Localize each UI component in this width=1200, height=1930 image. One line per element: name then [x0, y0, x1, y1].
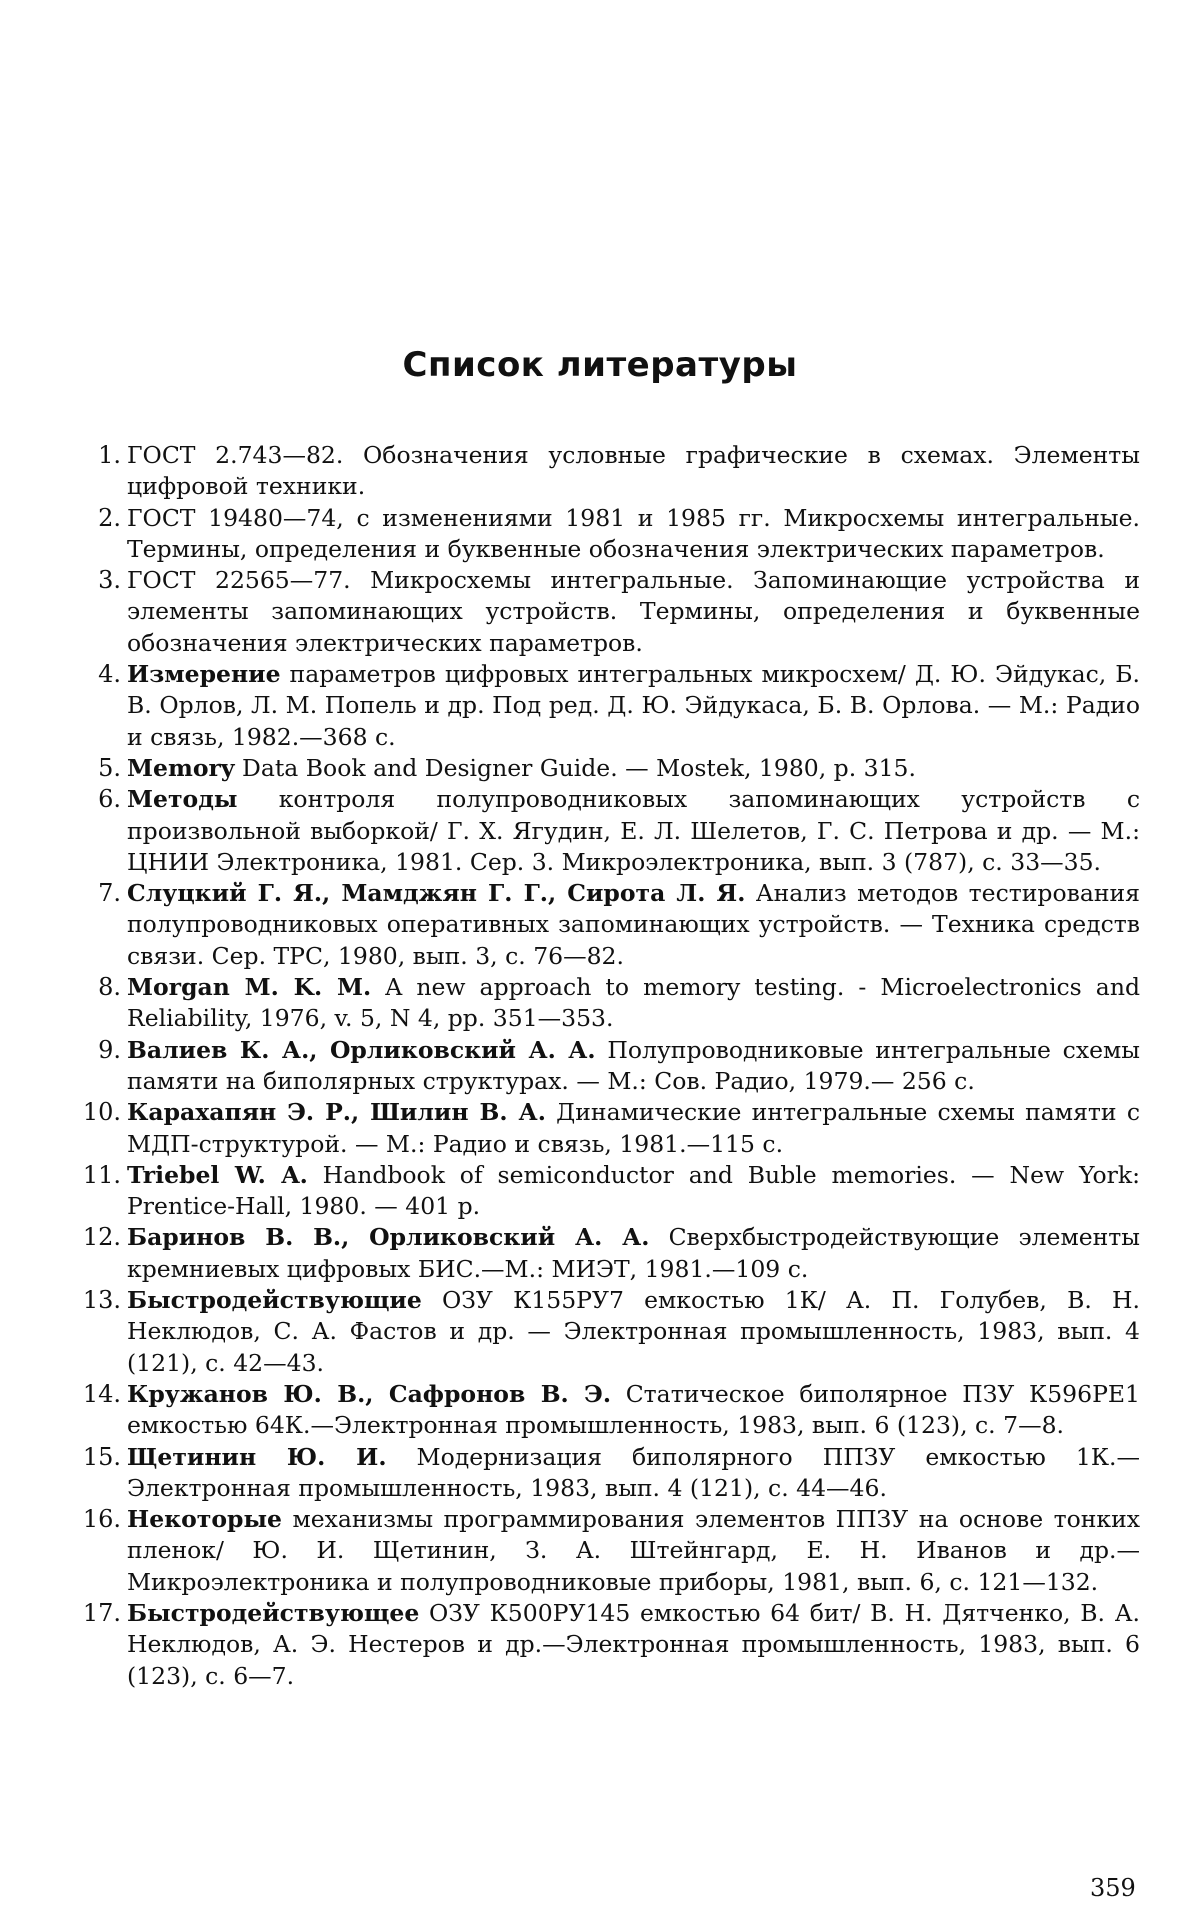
reference-author: Быстродействующие	[127, 1286, 422, 1315]
reference-author: Triebel W. A.	[127, 1160, 308, 1189]
reference-text: ГОСТ 19480—74, с изменениями 1981 и 1985 гг. Микросхемы интегральные. Термины, определения и буквенные обозначения электрических параметров.	[127, 503, 1140, 563]
reference-text: Анализ методов тестирования полупроводниковых оперативных запоминающих устройств. — Техника средств связи. Сер. ТРС, 1980, вып. 3, с. 76—82.	[127, 879, 1140, 970]
reference-item	[80, 1160, 1140, 1223]
reference-author: Быстродействующее	[127, 1598, 420, 1627]
reference-author: Memory	[127, 753, 235, 782]
reference-item	[80, 972, 1140, 1035]
reference-item	[80, 1222, 1140, 1285]
reference-author: Щетинин Ю. И.	[127, 1442, 387, 1471]
reference-item	[80, 1379, 1140, 1442]
reference-number: 7.	[98, 879, 121, 908]
reference-author: Методы	[127, 785, 238, 814]
reference-item	[80, 878, 1140, 972]
reference-number: 14.	[82, 1379, 121, 1408]
reference-number: 1.	[98, 441, 121, 469]
reference-number: 13.	[82, 1286, 121, 1315]
reference-item	[80, 784, 1140, 878]
reference-author: Некоторые	[127, 1505, 282, 1534]
reference-number: 12.	[82, 1223, 121, 1252]
reference-number: 9.	[98, 1035, 121, 1064]
reference-text: механизмы программирования элементов ППЗУ на основе тонких пленок/ Ю. И. Щетинин, З. А. Штейнгард, Е. Н. Иванов и др.— Микроэлектроника и полупроводниковые приборы, 1981, вып. 6, с. 121—132.	[127, 1505, 1140, 1596]
reference-text: ГОСТ 2.743—82. Обозначения условные графические в схемах. Элементы цифровой техники.	[127, 441, 1140, 501]
reference-item	[80, 753, 1140, 784]
reference-number: 6.	[98, 785, 121, 814]
reference-number: 15.	[82, 1442, 121, 1471]
reference-text: A new approach to memory testing. - Microelectronics and Reliability, 1976, v. 5, N 4, pp. 351—353.	[127, 973, 1140, 1033]
reference-author: Валиев К. А., Орликовский А. А.	[127, 1035, 596, 1064]
reference-text: Сверхбыстродействующие элементы кремниевых цифровых БИС.—М.: МИЭТ, 1981.—109 с.	[127, 1223, 1140, 1283]
reference-text: Динамические интегральные схемы памяти с МДП-структурой. — М.: Радио и связь, 1981.—115 с.	[127, 1098, 1140, 1158]
reference-number: 11.	[82, 1160, 121, 1189]
reference-item	[80, 1285, 1140, 1379]
reference-text: ОЗУ К500РУ145 емкостью 64 бит/ В. Н. Дятченко, В. А. Неклюдов, А. Э. Нестеров и др.—Электронная промышленность, 1983, вып. 6 (123), с. 6—7.	[127, 1598, 1140, 1690]
reference-item	[80, 1504, 1140, 1598]
reference-text: параметров цифровых интегральных микросхем/ Д. Ю. Эйдукас, Б. В. Орлов, Л. М. Попель и др. Под ред. Д. Ю. Эйдукаса, Б. В. Орлова. — М.: Радио и связь, 1982.—368 с.	[127, 660, 1140, 751]
reference-text: Handbook of semiconductor and Buble memories. — New York: Prentice-Hall, 1980. — 401 p.	[127, 1160, 1140, 1221]
reference-number: 5.	[98, 753, 121, 782]
reference-text: ГОСТ 22565—77. Микросхемы интегральные. Запоминающие устройства и элементы запоминающих устройств. Термины, определения и буквенные обозначения электрических параметров.	[127, 566, 1140, 657]
reference-author: Кружанов Ю. В., Сафронов В. Э.	[127, 1379, 612, 1408]
reference-number: 2.	[98, 503, 121, 532]
reference-author: Слуцкий Г. Я., Мамджян Г. Г., Сирота Л. Я.	[127, 879, 746, 908]
reference-item	[80, 503, 1140, 566]
reference-number: 4.	[98, 660, 121, 689]
reference-item	[80, 565, 1140, 659]
reference-author: Карахапян Э. Р., Шилин В. А.	[127, 1098, 546, 1127]
reference-text: Статическое биполярное ПЗУ К596РЕ1 емкостью 64К.—Электронная промышленность, 1983, вып. 6 (123), с. 7—8.	[127, 1379, 1140, 1440]
page-title: Список литературы	[402, 345, 798, 385]
page-number: 359	[1090, 1874, 1136, 1902]
reference-item	[80, 440, 1140, 503]
reference-item	[80, 1035, 1140, 1098]
reference-number: 8.	[98, 973, 121, 1002]
reference-number: 16.	[82, 1505, 121, 1534]
reference-item	[80, 1598, 1140, 1692]
reference-author: Morgan M. K. M.	[127, 973, 372, 1002]
reference-text: ОЗУ К155РУ7 емкостью 1К/ А. П. Голубев, В. Н. Неклюдов, С. А. Фастов и др. — Электронная промышленность, 1983, вып. 4 (121), с. 42—43.	[127, 1286, 1140, 1377]
reference-item	[80, 1442, 1140, 1505]
reference-text: Полупроводниковые интегральные схемы памяти на биполярных структурах. — М.: Сов. Радио, 1979.— 256 с.	[127, 1035, 1140, 1095]
reference-list	[80, 440, 1140, 1692]
reference-number: 3.	[98, 566, 121, 595]
reference-item	[80, 1097, 1140, 1160]
reference-number: 10.	[82, 1098, 121, 1127]
reference-author: Баринов В. В., Орликовский А. А.	[127, 1223, 650, 1252]
reference-text: контроля полупроводниковых запоминающих устройств с произвольной выборкой/ Г. Х. Ягудин, Е. Л. Шелетов, Г. С. Петрова и др. — М.: ЦНИИ Электроника, 1981. Сер. 3. Микроэлектроника, вып. 3 (787), с. 33—35.	[127, 785, 1140, 876]
reference-text: Data Book and Designer Guide. — Mostek, 1980, p. 315.	[234, 753, 916, 782]
reference-author: Измерение	[127, 660, 281, 689]
reference-number: 17.	[82, 1598, 121, 1627]
reference-text: Модернизация биполярного ППЗУ емкостью 1К.— Электронная промышленность, 1983, вып. 4 (121), с. 44—46.	[127, 1442, 1140, 1502]
reference-item	[80, 659, 1140, 753]
